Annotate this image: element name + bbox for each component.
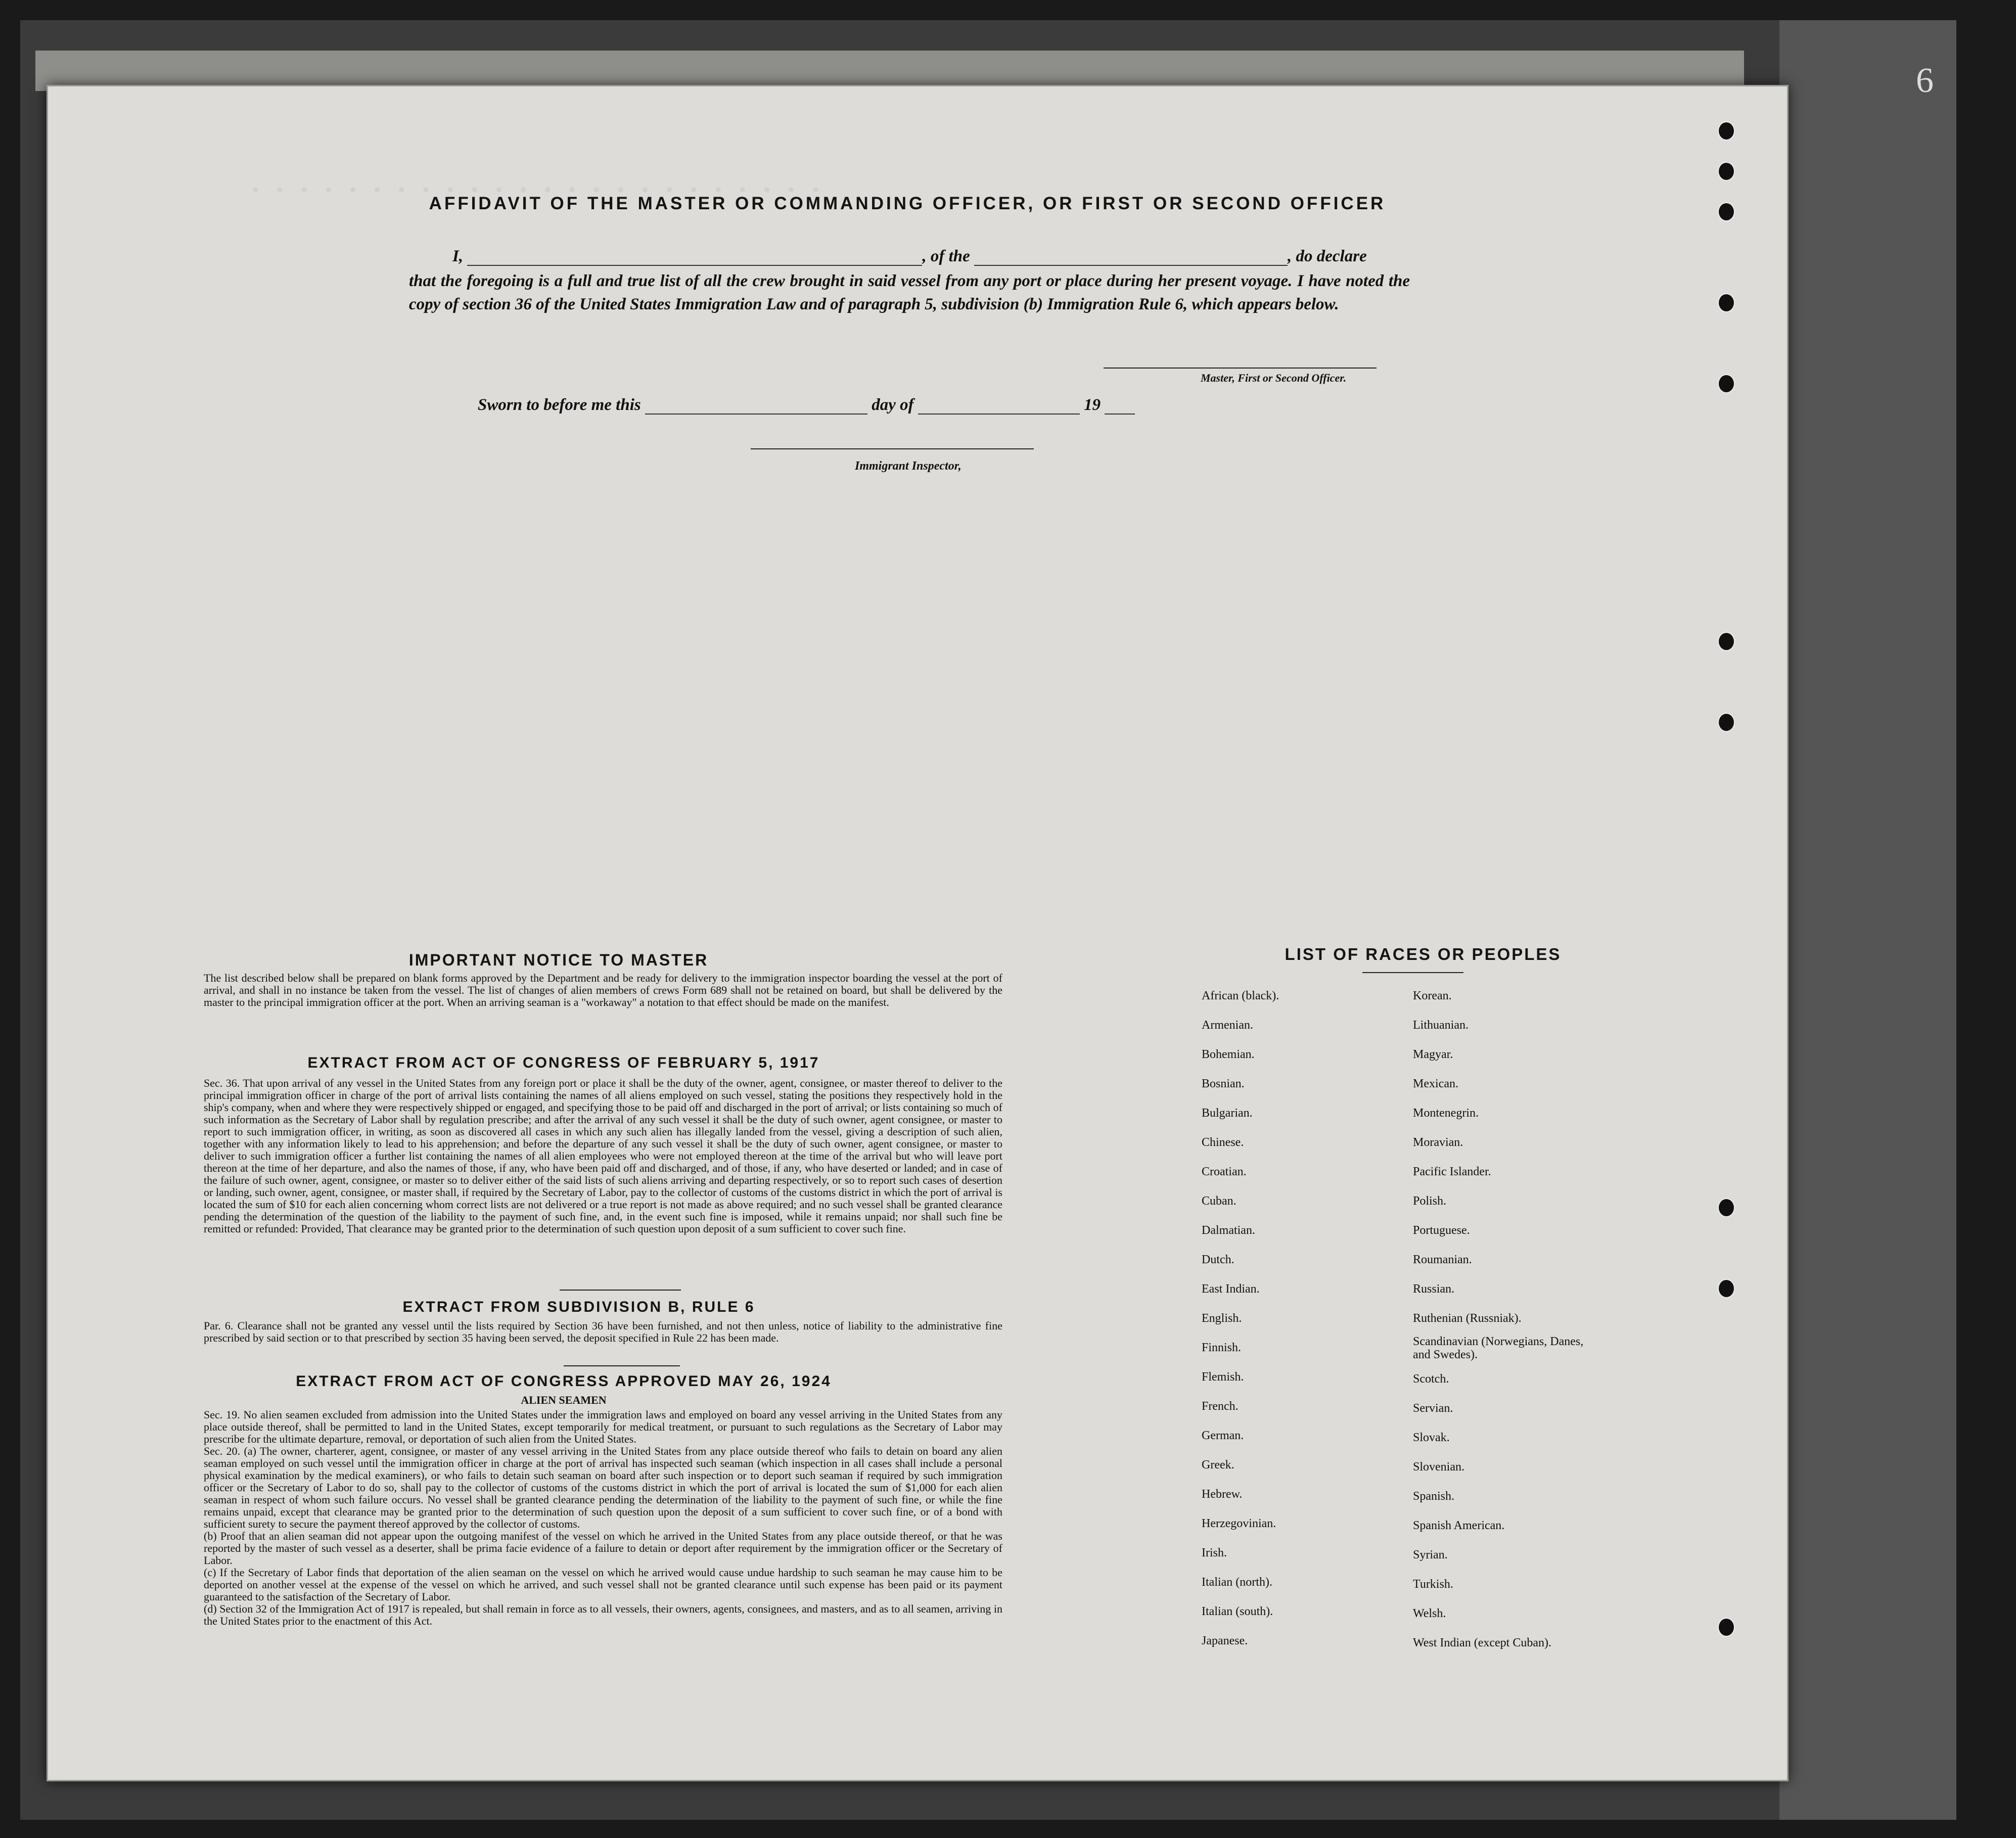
sworn-label: Sworn to before me this bbox=[478, 396, 641, 414]
master-signature-line[interactable] bbox=[1104, 367, 1377, 369]
race-item: Armenian. bbox=[1202, 1019, 1253, 1032]
race-item: Japanese. bbox=[1202, 1634, 1248, 1647]
binder-hole bbox=[1718, 1618, 1735, 1637]
race-item: Italian (south). bbox=[1202, 1605, 1273, 1618]
race-item: Syrian. bbox=[1413, 1548, 1448, 1561]
act1917-title: EXTRACT FROM ACT OF CONGRESS OF FEBRUARY 5, 1917 bbox=[307, 1054, 820, 1071]
binder-hole bbox=[1718, 202, 1735, 221]
race-item: Italian (north). bbox=[1202, 1576, 1272, 1589]
race-item: Polish. bbox=[1413, 1194, 1447, 1208]
races-left-column bbox=[1202, 981, 1279, 1656]
race-item: Bulgarian. bbox=[1202, 1107, 1253, 1120]
affidavit-body: that the foregoing is a full and true list of all the crew brought in said vessel from any port or place during her present voyage. I have noted the copy of section 36 of the United States Immigration Law and of paragraph 5, subdivision (b) Immigration Rule 6, which appears below. bbox=[409, 272, 1410, 313]
binder-hole bbox=[1718, 293, 1735, 312]
race-item: Welsh. bbox=[1413, 1607, 1446, 1620]
race-item: Cuban. bbox=[1202, 1194, 1236, 1208]
race-item: German. bbox=[1202, 1429, 1244, 1442]
binder-hole bbox=[1718, 713, 1735, 732]
race-item: English. bbox=[1202, 1312, 1242, 1325]
race-item: Hebrew. bbox=[1202, 1488, 1243, 1501]
rule6-title: EXTRACT FROM SUBDIVISION B, RULE 6 bbox=[402, 1299, 755, 1315]
race-item: African (black). bbox=[1202, 989, 1279, 1002]
binder-hole bbox=[1718, 162, 1735, 181]
i-label: I, bbox=[452, 247, 464, 265]
act1924-sec20d: (d) Section 32 of the Immigration Act of 1917 is repealed, but shall remain in force as to all vessels, their owners, agents, consignees, and masters, and as to all seamen, arriving in the United States prior to the enactment of this Act. bbox=[204, 1602, 1002, 1627]
name-field[interactable] bbox=[467, 265, 922, 266]
race-item: West Indian (except Cuban). bbox=[1413, 1636, 1551, 1649]
bleedthrough-header: · · · · · · · · · · · · · · · · · · · · · · · · bbox=[250, 173, 824, 207]
race-item: Russian. bbox=[1413, 1282, 1455, 1296]
race-item: Croatian. bbox=[1202, 1165, 1247, 1178]
notice-body: The list described below shall be prepared on blank forms approved by the Department and be ready for delivery to the immigration inspector boarding the vessel at the port of arrival, and shall in no instance be taken from the vessel. The list of changes of alien members of crews Form 689 shall not be retained on board, but shall be delivered by the master to the principal immigration officer at the port. When an arriving seaman is a "workaway" a notation to that effect should be made on the manifest. bbox=[204, 972, 1002, 1008]
race-item: Slovenian. bbox=[1413, 1460, 1464, 1474]
binder-hole bbox=[1718, 632, 1735, 651]
act1924-title: EXTRACT FROM ACT OF CONGRESS APPROVED MAY 26, 1924 bbox=[296, 1373, 832, 1390]
binder-hole bbox=[1718, 121, 1735, 141]
vessel-field[interactable] bbox=[974, 265, 1288, 266]
race-item: Ruthenian (Russniak). bbox=[1413, 1312, 1522, 1325]
day-of-label: day of bbox=[872, 396, 914, 414]
race-item: Spanish. bbox=[1413, 1490, 1455, 1503]
race-item: Mexican. bbox=[1413, 1077, 1458, 1090]
document-sheet bbox=[47, 85, 1789, 1781]
rule6-body: Par. 6. Clearance shall not be granted any vessel until the lists required by Section 36 have been furnished, and not then unless, notice of liability to the administrative fine prescribed by said section or to that prescribed by section 35 having been served, the deposit specified in Rule 22 has been made. bbox=[204, 1319, 1002, 1344]
inspector-signature-line[interactable] bbox=[751, 448, 1034, 449]
race-item: Bohemian. bbox=[1202, 1048, 1255, 1061]
race-item: Irish. bbox=[1202, 1546, 1227, 1559]
act1924-body bbox=[204, 1409, 1002, 1627]
of-the-label: , of the bbox=[922, 247, 970, 265]
race-item: Spanish American. bbox=[1413, 1519, 1505, 1532]
do-declare-label: , do declare bbox=[1288, 247, 1367, 265]
race-item: Korean. bbox=[1413, 989, 1452, 1002]
act1917-body: Sec. 36. That upon arrival of any vessel in the United States from any foreign port or place it shall be the duty of the owner, agent, consignee, or master thereof to deliver to the principal immigration officer in charge of the port of arrival lists containing the names of all aliens employed on such vessel, stating the positions they respectively hold in the ship's company, when and where they were respectively shipped or engaged, and specifying those to be paid off and discharged in the port of arrival; or lists containing so much of such information as the Secretary of Labor shall by regulation prescribe; and after the arrival of any such vessel it shall be the duty of such owner, agent consignee, or master to report to such immigration officer, in writing, as soon as discovered all cases in which any such alien has illegally landed from the vessel, giving a description of such alien, together with any information likely to lead to his apprehension; and before the departure of any such vessel it shall be the duty of such owner, agent consignee, or master to deliver to such immigration officer a further list containing the names of all alien employees who were not employed thereon at the time of the arrival but who will leave port thereon at the time of her departure, and also the names of those, if any, who have been paid off and discharged, and of those, if any, who have deserted or landed; and in case of the failure of such owner, agent, consignee, or master so to deliver either of the said lists of such aliens arriving and departing respectively, or so to report such cases of desertion or landing, such owner, agent, consignee, or master shall, if required by the Secretary of Labor, pay to the collector of customs of the customs district in which the port of arrival is located the sum of $10 for each alien concerning whom correct lists are not delivered or a true report is not made as above required; and no such vessel shall be granted clearance pending the determination of the question of the liability to the payment of such fine, and, in the event such fine is imposed, while it remains unpaid; nor shall such fine be remitted or refunded: Provided, That clearance may be granted prior to the determination of such question upon deposit of a sum sufficient to cover such fine. bbox=[204, 1077, 1002, 1235]
race-item: Herzegovinian. bbox=[1202, 1517, 1276, 1530]
binder-hole bbox=[1718, 1198, 1735, 1217]
race-item: Dalmatian. bbox=[1202, 1224, 1255, 1237]
race-item: Turkish. bbox=[1413, 1578, 1453, 1591]
act1924-sec20b: (b) Proof that an alien seaman did not appear upon the outgoing manifest of the vessel on which he arrived in the United States from any place outside thereof, or that he was reported by the master of such vessel as a deserter, shall be prima facie evidence of a failure to detain or deport after requirement by the immigration officer or the Secretary of Labor. bbox=[204, 1530, 1002, 1567]
affidavit-title: AFFIDAVIT OF THE MASTER OR COMMANDING OFFICER, OR FIRST OR SECOND OFFICER bbox=[429, 194, 1386, 213]
races-title: LIST OF RACES OR PEOPLES bbox=[1285, 945, 1562, 963]
sworn-day-field[interactable] bbox=[645, 413, 867, 415]
divider-1 bbox=[560, 1290, 681, 1291]
race-item: French. bbox=[1202, 1400, 1239, 1413]
act1924-subtitle: ALIEN SEAMEN bbox=[521, 1394, 607, 1406]
race-item: Chinese. bbox=[1202, 1136, 1244, 1149]
race-item: Portuguese. bbox=[1413, 1224, 1470, 1237]
year-label: 19 bbox=[1084, 396, 1101, 414]
master-label: Master, First or Second Officer. bbox=[1201, 372, 1347, 384]
race-item: Greek. bbox=[1202, 1458, 1234, 1472]
notice-title: IMPORTANT NOTICE TO MASTER bbox=[408, 951, 709, 969]
races-title-underline bbox=[1362, 972, 1463, 973]
sworn-line bbox=[478, 396, 1135, 415]
race-item: Scotch. bbox=[1413, 1372, 1449, 1386]
race-item: Pacific Islander. bbox=[1413, 1165, 1491, 1178]
race-item: Slovak. bbox=[1413, 1431, 1450, 1444]
sworn-year-field[interactable] bbox=[1105, 413, 1135, 415]
page-number: 6 bbox=[1916, 61, 1934, 100]
race-item: Servian. bbox=[1413, 1402, 1453, 1415]
binder-hole bbox=[1718, 1279, 1735, 1298]
race-item: Scandinavian (Norwegians, Danes, and Swedes). bbox=[1413, 1335, 1584, 1361]
race-item: Montenegrin. bbox=[1413, 1107, 1479, 1120]
binder-hole bbox=[1718, 374, 1735, 393]
act1924-sec20a: Sec. 20. (a) The owner, charterer, agent, consignee, or master of any vessel arriving in the United States from any place outside thereof who fails to detain on board any alien seaman employed on such vessel until the immigration officer in charge at the port of arrival has inspected such seaman (which inspection in all cases shall include a personal physical examination by the medical examiners), or who fails to detain such seaman on board after such inspection or to deport such seaman if required by such immigration officer or the Secretary of Labor to do so, shall pay to the collector of customs of the customs district in which the port of arrival is located the sum of $1,000 for each alien seaman in respect of whom such failure occurs. No vessel shall be granted clearance pending the determination of the liability to the payment of such fine, or while the fine remains unpaid, except that clearance may be granted prior to the determination of such question upon the deposit of a sum sufficient to cover such fine, or of a bond with sufficient surety to secure the payment thereof approved by the collector of customs. bbox=[204, 1445, 1002, 1530]
race-item: Finnish. bbox=[1202, 1341, 1242, 1354]
divider-2 bbox=[564, 1365, 680, 1366]
race-item: Dutch. bbox=[1202, 1253, 1234, 1266]
race-item: Roumanian. bbox=[1413, 1253, 1472, 1266]
affidavit-declaration-line bbox=[452, 247, 1367, 266]
underlying-page-2 bbox=[1779, 20, 1956, 1820]
race-item: Magyar. bbox=[1413, 1048, 1453, 1061]
sworn-month-field[interactable] bbox=[918, 413, 1080, 415]
race-item: Lithuanian. bbox=[1413, 1019, 1469, 1032]
race-item: Bosnian. bbox=[1202, 1077, 1245, 1090]
act1924-sec19: Sec. 19. No alien seamen excluded from admission into the United States under the immigration laws and employed on board any vessel arriving in the United States from any place outside thereof, shall be permitted to land in the United States, except temporarily for medical treatment, or pursuant to such regulations as the Secretary of Labor may prescribe for the ultimate departure, removal, or deportation of such alien from the United States. bbox=[204, 1408, 1002, 1445]
races-right-column bbox=[1413, 981, 1595, 1658]
race-item: Flemish. bbox=[1202, 1370, 1244, 1384]
race-item: East Indian. bbox=[1202, 1282, 1260, 1296]
act1924-sec20c: (c) If the Secretary of Labor finds that deportation of the alien seaman on the vessel on which he arrived would cause undue hardship to such seaman he may cause him to be deported on another vessel at the expense of the vessel on which he arrived, and such vessel shall not be granted clearance until such expense has been paid or its payment guaranteed to the satisfaction of the Secretary of Labor. bbox=[204, 1566, 1002, 1603]
race-item: Moravian. bbox=[1413, 1136, 1463, 1149]
inspector-label: Immigrant Inspector, bbox=[855, 460, 961, 473]
